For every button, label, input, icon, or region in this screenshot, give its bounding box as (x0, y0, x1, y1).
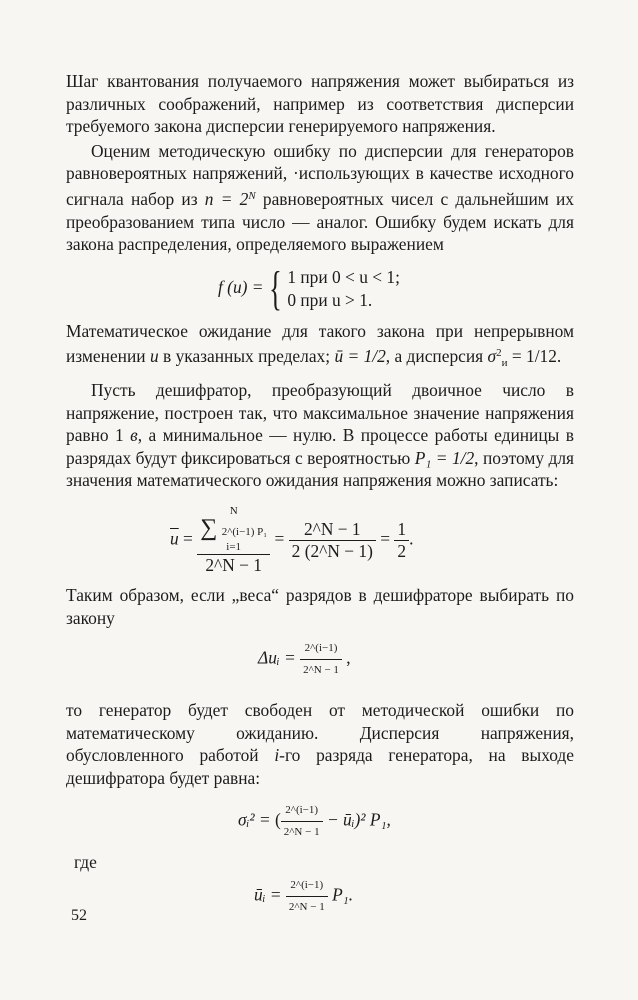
delta-den: 2^N − 1 (303, 664, 339, 677)
paragraph-4-text-b: , а минимальное — нулю. В процессе работы единицы в разрядах будут фиксироваться с вероятностью (66, 425, 574, 468)
paragraph-3-text-a: Математическое ожидание для такого закона при непрерывном изменении (66, 320, 574, 367)
sig-i-rhs: − ūᵢ)² P₁, (326, 809, 391, 830)
sigma: σ (487, 346, 497, 367)
case-2: 0 при u > 1. (287, 289, 373, 310)
paragraph-7: где (74, 852, 97, 873)
equation-sigma-i: σᵢ² = ( $\frac{2\^{}(i-1)}{2\^{}N - 1}$ − ūᵢ)² P₁, (66, 789, 574, 851)
equation-f-u (66, 258, 574, 320)
frac-3-num: 1 (394, 520, 409, 541)
sigma-i-den: 2^N − 1 (283, 826, 320, 839)
paragraph-6-text-b: -го разряда генератора, на выходе дешифратора будет равна: (66, 745, 574, 788)
sig-i-lhs: σᵢ² = (238, 809, 271, 830)
page-number: 52 (71, 907, 87, 924)
paragraph-4-text-a: Пусть дешифратор, преобразующий двоичное число в напряжение, построен так, что максимальное значение напряжения равно 1 (66, 379, 574, 446)
u-var: u (149, 346, 159, 367)
frac-sigma-i (281, 801, 323, 842)
paragraph-3 (66, 320, 574, 375)
sum-denominator: 2^N − 1 (205, 554, 262, 575)
paragraph-2-text-b: равновероятных чисел с дальнейшим их преобразованием типа число — аналог. Ошибку будем искать для закона распределения, определяемого выражением (66, 188, 574, 255)
frac-2 (289, 520, 376, 561)
sigma-sup: 2 (496, 347, 502, 360)
frac-sum (197, 506, 270, 575)
paragraph-3-text-c: , а дисперсия (385, 346, 488, 367)
equation-u-i (66, 874, 574, 924)
page-body (66, 70, 574, 924)
equation-mean: $\overline{u}$ = N ∑ 2^(i−1) P₁ i=1 2^N − 1 = $\frac{2\^{}N - 1}{2 (2\^{}N - 1)}$ = $\frac{1}{2}$ . (170, 504, 414, 575)
sum-lower: i=1 (226, 540, 242, 553)
n-exp: N (248, 189, 256, 202)
paragraph-2 (66, 140, 574, 256)
paragraph-2-text-a: Оценим методическую ошибку по дисперсии для генераторов равновероятных напряжений, ·использующих в качестве исходного сигнала набор из (66, 140, 574, 209)
sigma-val: = 1/12. (507, 346, 562, 367)
paragraph-5: Таким образом, если „веса“ разрядов в дешифраторе выбирать по закону (66, 584, 574, 628)
ui-rhs: P₁. (332, 884, 354, 905)
paragraph-6-text-a: то генератор будет свободен от методической ошибки по математическому ожиданию. Дисперсия напряжения, обусловленного работой (66, 700, 574, 766)
ui-lhs: ūᵢ = (254, 884, 282, 905)
frac-3 (394, 520, 409, 561)
paragraph-4-text-c: , поэтому для значения математического ожидания напряжения можно записать: (66, 447, 575, 491)
paragraph-4 (66, 379, 574, 492)
delta-lhs: Δuᵢ = (258, 647, 296, 668)
sum-term: 2^(i−1) P₁ (221, 525, 268, 538)
volt-unit: в (130, 425, 138, 446)
case-1: 1 при 0 < u < 1; (287, 266, 400, 287)
paragraph-1: Шаг квантования получаемого напряжения может выбираться из различных соображений, например из соответствия дисперсии требуемого закона дисперсии генерируемого напряжения. (66, 71, 574, 137)
frac-3-den: 2 (397, 540, 407, 561)
n-equals-2n (205, 189, 256, 209)
f-lhs: f (u) = (218, 276, 264, 297)
sigma-i-num: 2^(i−1) (281, 801, 323, 822)
sigma-sub: и (501, 357, 508, 370)
sum-numerator (197, 506, 270, 555)
sum-symbol: ∑ (200, 514, 218, 541)
i-var: i (274, 745, 280, 766)
delta-num: 2^(i−1) (300, 639, 342, 660)
frac-delta (300, 639, 342, 680)
equation-delta: Δuᵢ = $\frac{2\^{}(i-1)}{2\^{}N - 1}$ , (66, 629, 574, 689)
n-eq: n = 2 (204, 188, 249, 209)
u-mean: $\overline{u}$ (170, 528, 179, 549)
frac-2-num: 2^N − 1 (289, 520, 376, 541)
ui-num: 2^(i−1) (286, 876, 328, 897)
frac-u-i (286, 876, 328, 917)
brace-icon: { (269, 261, 282, 315)
sum-N: N (229, 504, 238, 517)
ubar-eq: ū = 1/2 (334, 346, 386, 367)
frac-2-den: 2 (2^N − 1) (291, 540, 373, 561)
paragraph-6 (66, 699, 574, 789)
p1-eq: P₁ = 1/2 (414, 447, 475, 468)
cases (287, 266, 400, 312)
paragraph-3-text-b: в указанных пределах; (158, 346, 335, 367)
ui-den: 2^N − 1 (288, 901, 325, 914)
